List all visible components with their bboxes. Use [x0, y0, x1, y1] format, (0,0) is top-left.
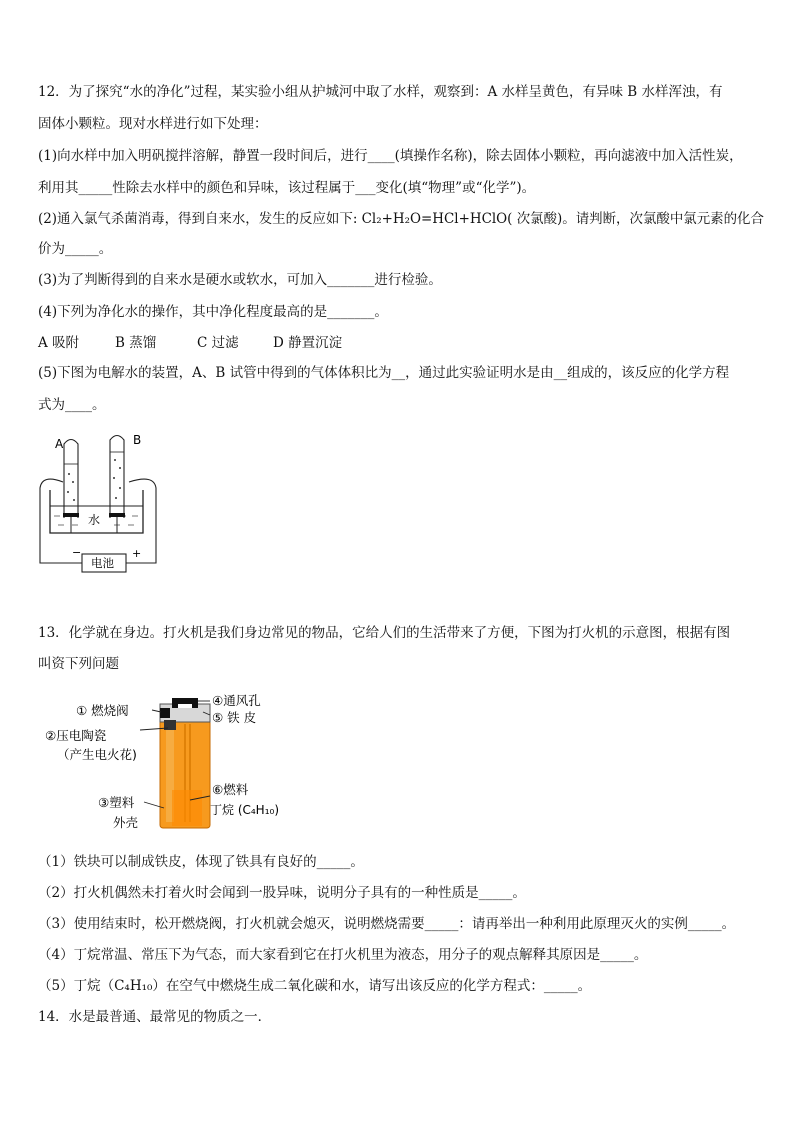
q12-line-2: 固体小颗粒。现对水样进行如下处理： [38, 116, 268, 132]
battery-label: 电池 [91, 556, 114, 570]
q12-option-d: D 静置沉淀 [273, 335, 343, 351]
water-label: 水 [88, 513, 101, 527]
q13-line-1: 13．化学就在身边。打火机是我们身边常见的物品，它给人们的生活带来了方便，下图为打火机的示意图，根据有图 [38, 625, 731, 641]
q12-line-4: 利用其_____性除去水样中的颜色和异味，该过程属于___变化(填“物理”或“化学”)。 [38, 180, 536, 196]
valve-button [160, 708, 170, 718]
q12-option-c: C 过滤 [197, 335, 239, 351]
q14-line-1: 14．水是最普通、最常见的物质之一． [38, 1009, 272, 1025]
label-plastic-1: ③塑料 [98, 795, 135, 810]
electrolysis-figure [36, 430, 161, 575]
q13-line-2: 叫资下列问题 [38, 656, 119, 672]
label-fuel-2: 丁烷 (C₄H₁₀) [210, 803, 280, 817]
electrode-b [109, 513, 125, 517]
q12-line-10: 式为____。 [38, 397, 106, 413]
q12-line-8: (4)下列为净化水的操作，其中净化程度最高的是_______。 [38, 304, 388, 320]
label-valve: ① 燃烧阀 [76, 703, 129, 718]
q12-line-6: 价为_____。 [38, 241, 113, 257]
minus-sign: − [72, 546, 82, 559]
q12-line-9: (5)下图为电解水的装置，A、B 试管中得到的气体体积比为__，通过此实验证明水是由__组成的，该反应的化学方程 [38, 365, 730, 381]
label-fuel-1: ⑥燃料 [212, 782, 249, 797]
label-iron: ⑤ 铁 皮 [212, 710, 257, 725]
plus-sign: + [132, 547, 142, 560]
label-vent: ④通风孔 [212, 693, 261, 708]
label-ceramic: ②压电陶瓷 [45, 728, 107, 743]
q12-line-3: (1)向水样中加入明矾搅拌溶解，静置一段时间后，进行____(填操作名称)，除去固体小颗粒，再向滤液中加入活性炭， [38, 148, 743, 164]
tube-a-label: A [55, 437, 64, 451]
label-plastic-2: 外壳 [113, 815, 139, 830]
q13-sub-2: （2）打火机偶然未打着火时会闻到一股异味，说明分子具有的一种性质是_____。 [38, 885, 526, 901]
q12-line-5: (2)通入氯气杀菌消毒，得到自来水，发生的反应如下: Cl₂+H₂O=HCl+HClO( 次氯酸)。请判断，次氯酸中氯元素的化合 [38, 211, 764, 227]
q13-sub-4: （4）丁烷常温、常压下为气态，而大家看到它在打火机里为液态，用分子的观点解释其原因是_____。 [38, 947, 648, 963]
q13-sub-1: （1）铁块可以制成铁皮，体现了铁具有良好的_____。 [38, 854, 364, 870]
label-spark: （产生电火花) [57, 747, 137, 762]
q12-option-b: B 蒸馏 [115, 335, 157, 351]
q13-sub-5: （5）丁烷（C₄H₁₀）在空气中燃烧生成二氧化碳和水，请写出该反应的化学方程式：_____。 [38, 978, 592, 994]
q12-line-7: (3)为了判断得到的自来水是硬水或软水，可加入_______进行检验。 [38, 272, 442, 288]
q12-option-a: A 吸附 [38, 335, 80, 351]
electrode-a [63, 513, 79, 517]
q13-sub-3: （3）使用结束时，松开燃烧阀，打火机就会熄灭，说明燃烧需要_____：请再举出一种利用此原理灭火的实例_____。 [38, 916, 736, 932]
q12-line-1: 12．为了探究“水的净化”过程，某实验小组从护城河中取了水样，观察到：A 水样呈黄色，有异味 B 水样浑浊，有 [38, 84, 723, 100]
lighter-figure [40, 690, 300, 840]
tube-b-label: B [133, 433, 142, 447]
